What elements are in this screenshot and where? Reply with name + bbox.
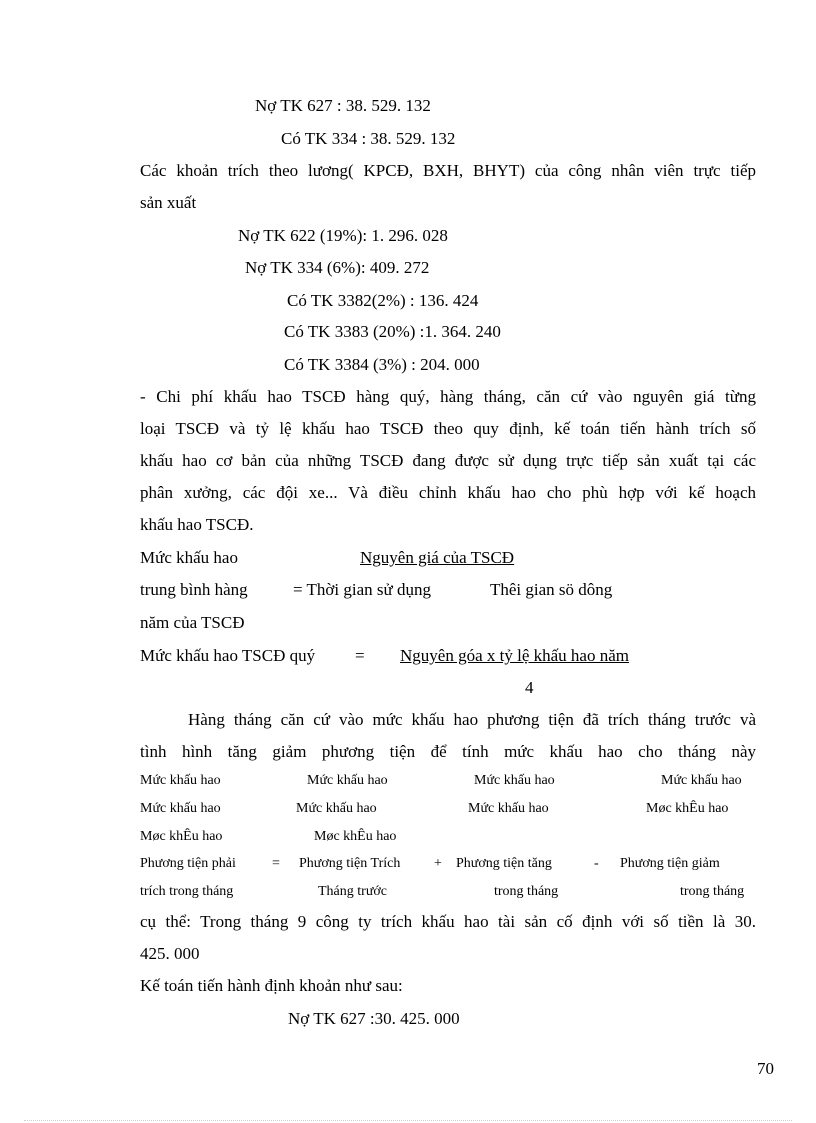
paragraph-line: - Chi phí khấu hao TSCĐ hàng quý, hàng tháng, căn cứ vào nguyên giá từng bbox=[140, 387, 756, 406]
journal-entry-debit-622: Nợ TK 622 (19%): 1. 296. 028 bbox=[238, 226, 448, 245]
table-cell: Phương tiện tăng bbox=[456, 856, 552, 871]
page-number: 70 bbox=[757, 1059, 774, 1078]
table-cell: trong tháng bbox=[680, 884, 745, 899]
journal-entry-debit-627: Nợ TK 627 : 38. 529. 132 bbox=[255, 96, 431, 115]
table-cell: Phương tiện phải bbox=[140, 856, 236, 871]
formula-numerator: Nguyên góa x tỷ lệ khấu hao năm bbox=[400, 646, 629, 665]
paragraph-line: Hàng tháng căn cứ vào mức khấu hao phương tiện đã trích tháng trước và bbox=[188, 710, 756, 729]
table-operator: + bbox=[434, 856, 442, 871]
paragraph-line: khấu hao TSCĐ. bbox=[140, 515, 254, 534]
table-cell: Mức khấu hao bbox=[296, 801, 377, 816]
formula-label: Mức khấu hao TSCĐ quý bbox=[140, 646, 316, 665]
table-cell: Møc khÊu hao bbox=[646, 801, 729, 816]
paragraph-line: 425. 000 bbox=[140, 944, 200, 963]
paragraph-line: cụ thể: Trong tháng 9 công ty trích khấu hao tài sản cố định với số tiền là 30. bbox=[140, 912, 756, 931]
formula-equals: = bbox=[355, 646, 365, 665]
paragraph-line: loại TSCĐ và tỷ lệ khấu hao TSCĐ theo quy định, kế toán tiến hành trích số bbox=[140, 419, 756, 438]
footer-divider bbox=[24, 1120, 792, 1121]
table-cell: trong tháng bbox=[494, 884, 559, 899]
table-cell: trích trong tháng bbox=[140, 884, 234, 899]
formula-label: trung bình hàng bbox=[140, 580, 248, 599]
table-cell: Møc khÊu hao bbox=[314, 829, 397, 844]
formula-denominator: = Thời gian sử dụng bbox=[293, 580, 431, 599]
formula-denominator: 4 bbox=[525, 678, 534, 697]
table-cell: Mức khấu hao bbox=[468, 801, 549, 816]
table-cell: Mức khấu hao bbox=[474, 773, 555, 788]
table-cell: Møc khÊu hao bbox=[140, 829, 223, 844]
paragraph-line: khấu hao cơ bản của những TSCĐ đang được sử dụng trực tiếp sản xuất tại các bbox=[140, 451, 756, 470]
paragraph-line: sản xuất bbox=[140, 193, 197, 212]
formula-label: Mức khấu hao bbox=[140, 548, 238, 567]
table-cell: Phương tiện giảm bbox=[620, 856, 720, 871]
formula-label: năm của TSCĐ bbox=[140, 613, 245, 632]
journal-entry-credit-334: Có TK 334 : 38. 529. 132 bbox=[281, 129, 456, 148]
table-cell: Phương tiện Trích bbox=[299, 856, 401, 871]
journal-entry-debit-627: Nợ TK 627 :30. 425. 000 bbox=[288, 1009, 460, 1028]
table-cell: Tháng trước bbox=[318, 884, 388, 899]
paragraph-line: Các khoản trích theo lương( KPCĐ, BXH, BHYT) của công nhân viên trực tiếp bbox=[140, 161, 756, 180]
paragraph-line: Kế toán tiến hành định khoản như sau: bbox=[140, 976, 403, 995]
journal-entry-credit-3384: Có TK 3384 (3%) : 204. 000 bbox=[284, 355, 480, 374]
table-cell: Mức khấu hao bbox=[307, 773, 388, 788]
paragraph-line: phân xưởng, các đội xe... Và điều chỉnh khấu hao cho phù hợp với kế hoạch bbox=[140, 483, 756, 502]
table-cell: Mức khấu hao bbox=[140, 801, 221, 816]
formula-numerator: Nguyên giá của TSCĐ bbox=[360, 548, 515, 567]
table-operator: - bbox=[594, 856, 599, 871]
table-operator: = bbox=[272, 856, 280, 871]
journal-entry-credit-3383: Có TK 3383 (20%) :1. 364. 240 bbox=[284, 322, 501, 341]
formula-garbled-text: Thêi gian sö dông bbox=[490, 580, 613, 599]
journal-entry-credit-3382: Có TK 3382(2%) : 136. 424 bbox=[287, 291, 479, 310]
table-cell: Mức khấu hao bbox=[661, 773, 742, 788]
table-cell: Mức khấu hao bbox=[140, 773, 221, 788]
journal-entry-debit-334: Nợ TK 334 (6%): 409. 272 bbox=[245, 258, 430, 277]
paragraph-line: tình hình tăng giảm phương tiện để tính mức khấu hao cho tháng này bbox=[140, 742, 756, 761]
